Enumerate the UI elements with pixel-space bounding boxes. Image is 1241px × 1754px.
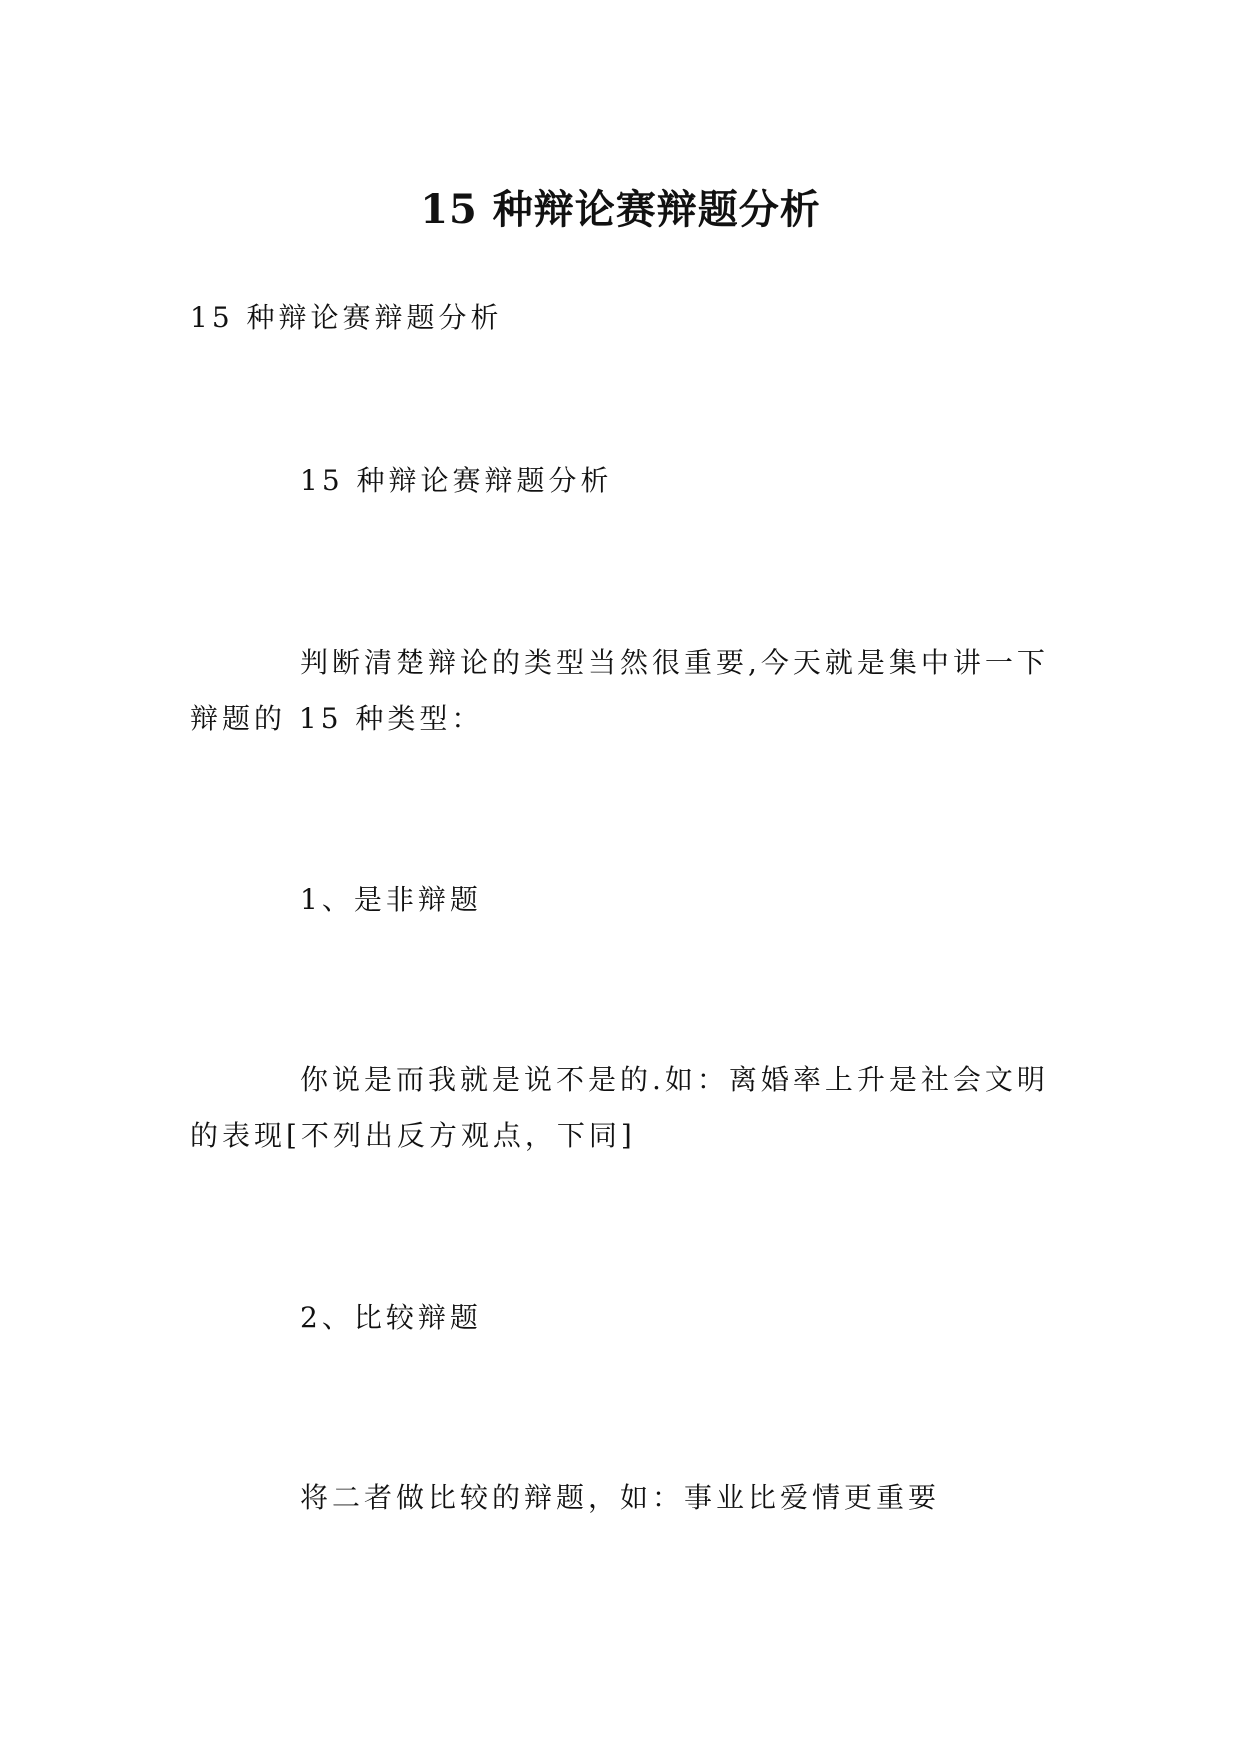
section-body-1: 你说是而我就是说不是的.如：离婚率上升是社会文明的表现[不列出反方观点，下同] bbox=[190, 1063, 1049, 1152]
subtitle-paragraph: 15 种辩论赛辩题分析 bbox=[190, 301, 503, 334]
intro-paragraph: 判断清楚辩论的类型当然很重要,今天就是集中讲一下辩题的 15 种类型： bbox=[190, 646, 1049, 735]
heading-paragraph: 15 种辩论赛辩题分析 bbox=[300, 464, 613, 497]
section-heading-2: 2、比较辩题 bbox=[300, 1301, 482, 1334]
section-body-2: 将二者做比较的辩题，如：事业比爱情更重要 bbox=[300, 1481, 941, 1514]
section-heading-1: 1、是非辩题 bbox=[300, 883, 482, 916]
page-title: 15 种辩论赛辩题分析 bbox=[420, 185, 821, 233]
